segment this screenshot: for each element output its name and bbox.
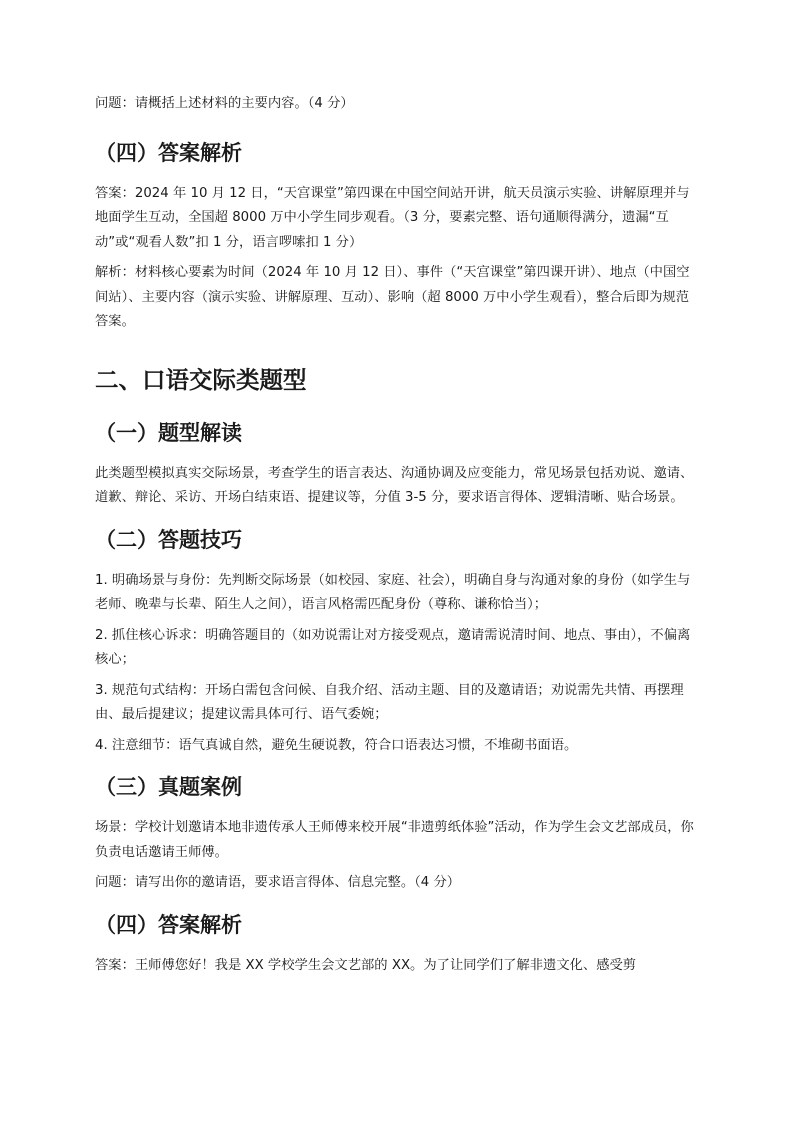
section-heading-answer: （四）答案解析: [95, 140, 242, 165]
section-heading-answer-2: （四）答案解析: [95, 912, 242, 937]
section-heading-type: （一）题型解读: [95, 420, 242, 445]
tip-item-3: 3. 规范句式结构：开场白需包含问候、自我介绍、活动主题、目的及邀请语；劝说需先共情、再摆理由、最后提建议；提建议需具体可行、语气委婉；: [95, 682, 684, 722]
intro-paragraph: 此类题型模拟真实交际场景，考查学生的语言表达、沟通协调及应变能力，常见场景包括劝说、邀请、道歉、辩论、采访、开场白结束语、提建议等，分值 3-5 分，要求语言得体、逻辑清晰、贴合场景。: [95, 465, 694, 505]
answer-paragraph-2: 答案：王师傅您好！我是 XX 学校学生会文艺部的 XX。为了让同学们了解非遗文化、感受剪: [95, 957, 637, 973]
tip-item-4: 4. 注意细节：语气真诚自然，避免生硬说教，符合口语表达习惯，不堆砌书面语。: [95, 737, 578, 753]
tip-item-1: 1. 明确场景与身份：先判断交际场景（如校园、家庭、社会），明确自身与沟通对象的身份（如学生与老师、晚辈与长辈、陌生人之间），语言风格需匹配身份（尊称、谦称恰当）；: [95, 572, 691, 612]
document-page: [95, 92, 699, 978]
tip-item-2: 2. 抓住核心诉求：明确答题目的（如劝说需让对方接受观点，邀请需说清时间、地点、事由），不偏离核心；: [95, 627, 691, 667]
section-heading-case: （三）真题案例: [95, 775, 242, 799]
question-text: 问题：请概括上述材料的主要内容。（4 分）: [95, 96, 354, 111]
scene-paragraph: 场景：学校计划邀请本地非遗传承人王师傅来校开展“非遗剪纸体验”活动，作为学生会文艺部成员，你负责电话邀请王师傅。: [95, 820, 694, 860]
question-paragraph: 问题：请写出你的邀请语，要求语言得体、信息完整。（4 分）: [95, 875, 461, 890]
answer-paragraph: 答案：2024 年 10 月 12 日，“天宫课堂”第四课在中国空间站开讲，航天员演示实验、讲解原理并与地面学生互动，全国超 8000 万中小学生同步观看。（3 分，要素完整、语句通顺得满分，遗漏“互动”或“观看人数”扣 1 分，语言啰嗦扣 1 分）: [95, 185, 690, 250]
section-heading-tips: （二）答题技巧: [95, 527, 242, 552]
chapter-title: 二、口语交际类题型: [95, 365, 307, 394]
analysis-paragraph: 解析：材料核心要素为时间（2024 年 10 月 12 日）、事件（“天宫课堂”第四课开讲）、地点（中国空间站）、主要内容（演示实验、讲解原理、互动）、影响（超 8000 万中小学生观看），整合后即为规范答案。: [95, 265, 690, 329]
